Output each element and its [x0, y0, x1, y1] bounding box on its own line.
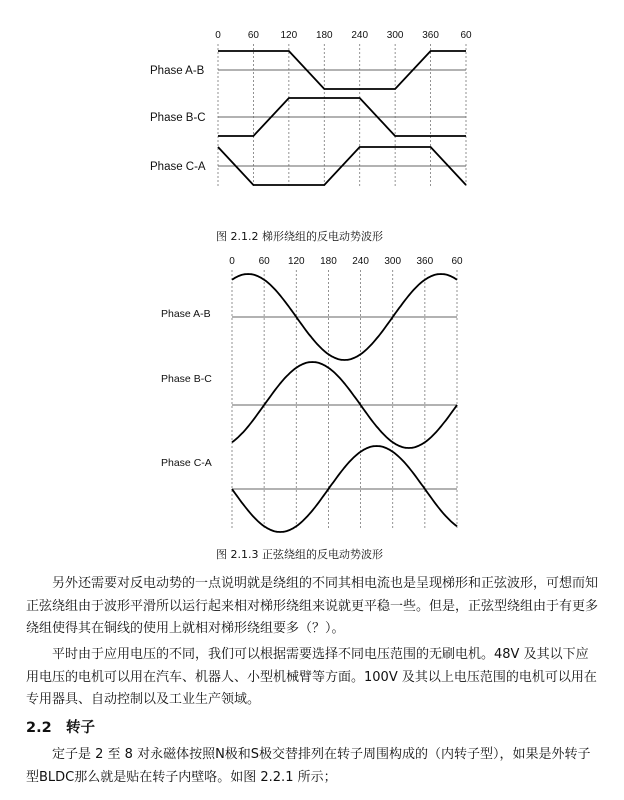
sine-phase-label: Phase C-A [161, 457, 212, 469]
trapezoid-tick-label: 360 [422, 30, 439, 41]
sine-tick-label: 180 [320, 256, 337, 267]
trapezoid-tick-label: 120 [280, 30, 298, 41]
figure-2-1-3-caption: 图 2.1.3 正弦绕组的反电动势波形 [216, 548, 383, 561]
trapezoid-tick-label: 240 [351, 30, 369, 41]
trapezoid-phase-labels [150, 65, 206, 173]
sine-phase-label: Phase A-B [161, 308, 211, 320]
paragraph-voltage-ranges: 平时由于应用电压的不同，我们可以根据需要选择不同电压范围的无刷电机。48V 及其以下应用电压的电机可以用在汽车、机器人、小型机械臂等方面。100V 及其以上电压范围的电机可以用在专用器具、自动控制以及工业生产领域。 [26, 647, 597, 707]
trapezoid-tick-label: 0 [215, 30, 221, 41]
trapezoid-waveforms [218, 51, 466, 185]
sine-tick-label: 60 [451, 256, 463, 267]
trapezoid-phase-axes [218, 70, 466, 166]
sine-waveforms [232, 274, 457, 532]
sine-tick-label: 120 [287, 256, 305, 267]
sine-figure [161, 256, 463, 532]
sine-phase-labels [161, 308, 212, 469]
trapezoid-tick-labels [215, 30, 472, 41]
trapezoid-tick-label: 300 [386, 30, 404, 41]
section-title: 转子 [66, 720, 95, 736]
trapezoid-tick-label: 60 [247, 30, 259, 41]
paragraph-rotor-description: 定子是 2 至 8 对永磁体按照N极和S极交替排列在转子周围构成的（内转子型），如果是外转子型BLDC那么就是贴在转子内壁咯。如图 2.2.1 所示； [26, 747, 591, 785]
trapezoid-figure [150, 30, 472, 186]
trapezoid-phase-label: Phase C-A [150, 161, 206, 173]
sine-tick-label: 300 [384, 256, 402, 267]
sine-tick-label: 360 [416, 256, 434, 267]
sine-tick-label: 0 [229, 256, 235, 267]
section-number: 2.2 [26, 720, 52, 736]
figure-2-1-2-caption: 图 2.1.2 梯形绕组的反电动势波形 [216, 230, 383, 243]
trapezoid-tick-label: 60 [460, 30, 472, 41]
sine-phase-label: Phase B-C [161, 373, 212, 385]
trapezoid-tick-label: 180 [315, 30, 333, 41]
sine-tick-label: 60 [258, 256, 270, 267]
section-heading [26, 716, 95, 737]
trapezoid-phase-label: Phase B-C [150, 112, 206, 124]
paragraph-back-emf-note: 另外还需要对反电动势的一点说明就是绕组的不同其相电流也是呈现梯形和正弦波形，可想而知正弦绕组由于波形平滑所以运行起来相对梯形绕组来说就更平稳一些。但是，正弦型绕组由于有更多绕组使得其在铜线的使用上就相对梯形绕组要多（？）。 [26, 576, 599, 636]
sine-tick-label: 240 [352, 256, 369, 267]
sine-tick-labels [229, 256, 463, 267]
trapezoid-phase-label: Phase A-B [150, 65, 205, 77]
